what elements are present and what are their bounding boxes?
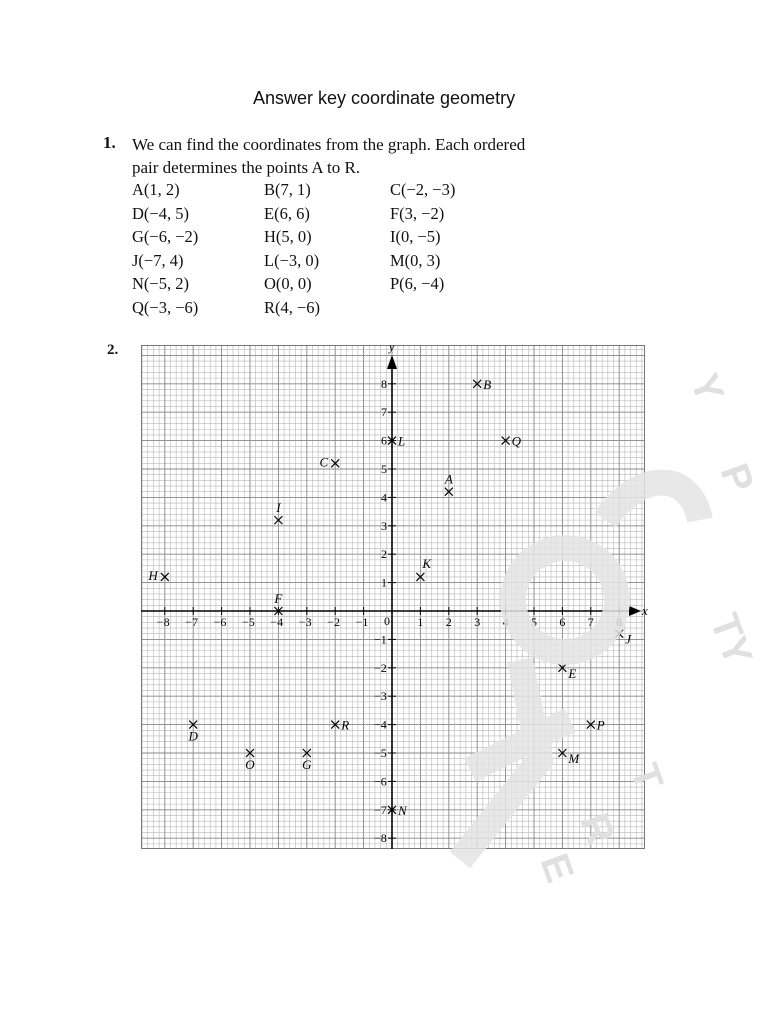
point-m-label: M bbox=[568, 751, 580, 766]
y-tick-label: −4 bbox=[374, 717, 387, 732]
x-tick-label: −4 bbox=[270, 615, 284, 629]
coordinate-pair: F(3, −2) bbox=[390, 203, 445, 223]
point-n-label: N bbox=[398, 802, 407, 818]
svg-text:R: R bbox=[571, 808, 623, 851]
coordinate-pair: C(−2, −3) bbox=[390, 180, 456, 199]
y-tick-label: 4 bbox=[381, 490, 387, 505]
question-1-number: 1. bbox=[103, 133, 116, 152]
x-tick-label: −7 bbox=[185, 615, 198, 629]
y-tick-label: −8 bbox=[374, 831, 387, 846]
y-tick-label: 1 bbox=[381, 575, 387, 590]
point-k-label: K bbox=[422, 555, 432, 571]
coordinate-graph bbox=[141, 340, 648, 849]
svg-text:P: P bbox=[711, 458, 763, 499]
x-tick-label: 5 bbox=[531, 615, 537, 629]
x-axis-arrow bbox=[629, 606, 641, 616]
point-j-label: J bbox=[625, 631, 631, 647]
x-tick-label: −5 bbox=[242, 615, 255, 629]
question-2-number: 2. bbox=[107, 342, 119, 358]
y-tick-label: 6 bbox=[381, 433, 387, 448]
y-tick-label: 8 bbox=[381, 376, 387, 391]
x-tick-label: −6 bbox=[213, 615, 227, 629]
x-tick-label: 6 bbox=[559, 615, 566, 629]
graph-border bbox=[142, 346, 645, 849]
y-tick-label: −3 bbox=[374, 689, 387, 704]
y-axis-arrow bbox=[387, 355, 397, 369]
coordinate-pair: J(−7, 4) bbox=[132, 250, 184, 270]
x-tick-label: 1 bbox=[417, 615, 424, 629]
y-tick-label: −2 bbox=[374, 660, 387, 675]
point-a-label: A bbox=[444, 471, 453, 487]
x-axis-label: x bbox=[642, 603, 648, 618]
coordinate-pair: H(5, 0) bbox=[264, 227, 312, 246]
point-p-label: P bbox=[596, 717, 605, 733]
point-d-label: D bbox=[188, 728, 198, 744]
y-tick-label: −6 bbox=[374, 774, 387, 789]
y-tick-label: −1 bbox=[374, 632, 387, 647]
x-tick-label: −8 bbox=[156, 615, 170, 629]
coordinate-pair: P(6, −4) bbox=[390, 274, 445, 293]
y-tick-label: 3 bbox=[381, 518, 387, 533]
y-tick-label: 2 bbox=[381, 547, 387, 562]
point-b-label: B bbox=[483, 376, 492, 392]
y-tick-label: −5 bbox=[374, 746, 387, 760]
y-tick-label: 5 bbox=[381, 462, 387, 476]
x-tick-label: 7 bbox=[587, 615, 594, 629]
coordinate-pair: A(1, 2) bbox=[132, 180, 180, 199]
x-tick-label: 8 bbox=[616, 615, 623, 629]
coordinate-pair: B(7, 1) bbox=[264, 180, 311, 199]
coordinate-pair: N(−5, 2) bbox=[132, 274, 189, 293]
question-1-text: We can find the coordinates from the graph. Each ordered pair determines the points A to R. bbox=[132, 135, 526, 177]
point-r-label: R bbox=[341, 717, 350, 733]
coordinate-pair: O(0, 0) bbox=[264, 274, 312, 293]
coordinate-pair: M(0, 3) bbox=[390, 250, 441, 270]
point-l-label: L bbox=[398, 433, 406, 449]
point-c-label: C bbox=[319, 454, 329, 470]
coordinate-pair: E(6, 6) bbox=[264, 203, 310, 223]
svg-text:Y: Y bbox=[681, 368, 733, 409]
point-i-label: I bbox=[276, 500, 281, 516]
x-tick-label: 3 bbox=[474, 615, 481, 629]
y-tick-label: −7 bbox=[374, 802, 387, 817]
svg-text:TY: TY bbox=[701, 608, 761, 672]
coordinate-pair: G(−6, −2) bbox=[132, 227, 199, 246]
point-h-label: H bbox=[148, 567, 158, 583]
coordinate-pair: I(0, −5) bbox=[390, 227, 441, 246]
x-tick-label: −2 bbox=[327, 615, 340, 629]
coordinate-pair: R(4, −6) bbox=[264, 297, 321, 317]
point-g-label: G bbox=[302, 757, 312, 772]
svg-text:E: E bbox=[531, 848, 583, 889]
x-tick-label: 4 bbox=[502, 615, 509, 629]
point-e-label: E bbox=[568, 665, 577, 681]
point-q-label: Q bbox=[511, 433, 521, 449]
coordinate-pair: L(−3, 0) bbox=[264, 250, 320, 270]
coordinate-pair: D(−4, 5) bbox=[132, 203, 189, 223]
coordinate-pair: Q(−3, −6) bbox=[132, 297, 199, 317]
y-tick-label: 7 bbox=[381, 405, 387, 420]
x-tick-label: 2 bbox=[445, 615, 452, 629]
page-title: Answer key coordinate geometry bbox=[252, 88, 516, 108]
x-tick-label: −1 bbox=[355, 615, 369, 629]
point-f-label: F bbox=[274, 591, 283, 606]
x-tick-label: −3 bbox=[298, 615, 312, 629]
svg-text:T: T bbox=[621, 758, 672, 797]
point-o-label: O bbox=[245, 757, 255, 772]
graph-svg bbox=[141, 340, 648, 849]
y-axis-label: y bbox=[389, 340, 395, 354]
origin-label: 0 bbox=[384, 614, 390, 628]
